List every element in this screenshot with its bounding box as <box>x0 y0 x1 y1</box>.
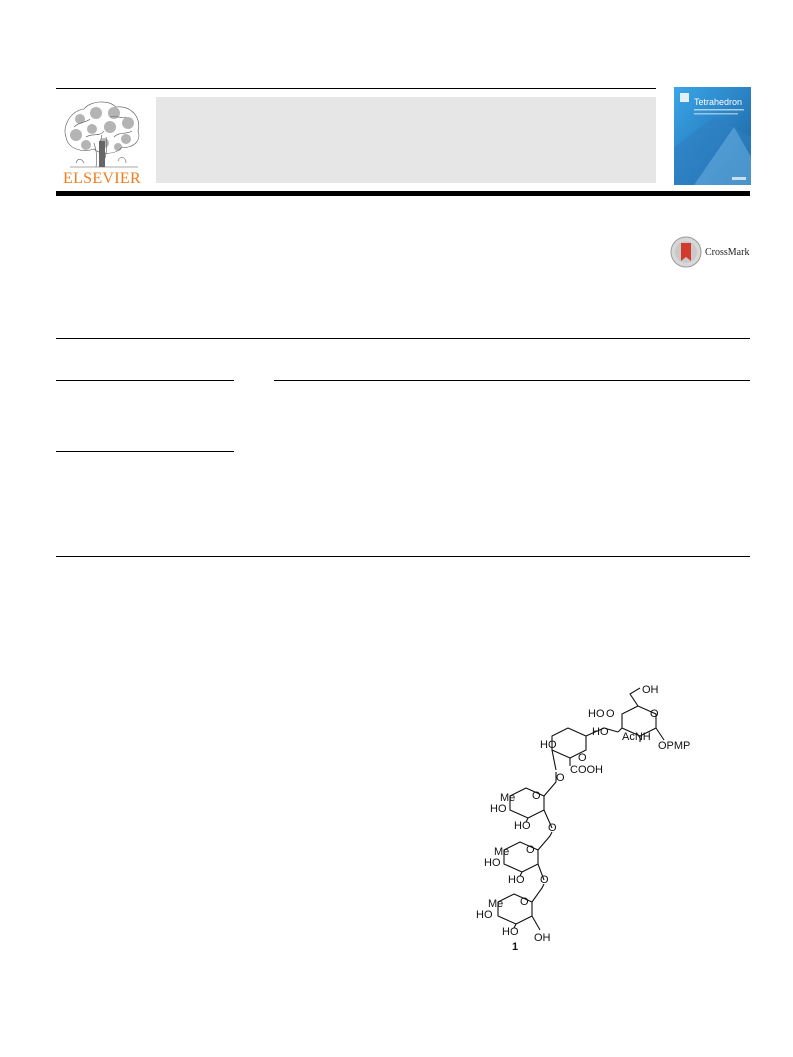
header-top-rule <box>56 88 656 89</box>
label-o-link1: O <box>556 772 565 784</box>
label-o-link3: O <box>540 874 549 886</box>
label-ho-4: HO <box>490 803 507 815</box>
label-me-3: Me <box>488 898 504 910</box>
article-info-top-rule <box>56 338 750 339</box>
label-opmp: OPMP <box>658 740 691 752</box>
label-oh-bottom: OH <box>534 932 551 944</box>
abstract-bottom-rule <box>56 556 750 557</box>
journal-cover-thumbnail[interactable] <box>674 87 751 185</box>
label-me-2: Me <box>494 846 510 858</box>
label-o-ring1: O <box>650 708 659 720</box>
label-o-ring4: O <box>526 844 535 856</box>
label-o-ring3: O <box>532 790 541 802</box>
label-o-ring5: O <box>520 896 529 908</box>
abstract-rule <box>274 380 750 381</box>
journal-header-band <box>156 97 656 183</box>
label-o-ring2: O <box>578 752 587 764</box>
label-ho-2: HO <box>592 726 609 738</box>
label-ho-1: HO <box>588 708 605 720</box>
crossmark-label: CrossMark <box>705 247 750 258</box>
compound-number: 1 <box>512 941 519 953</box>
label-oh-top: OH <box>642 684 659 696</box>
crossmark-icon <box>670 236 702 268</box>
label-o-link2: O <box>548 822 557 834</box>
journal-cover-title: Tetrahedron <box>694 97 743 107</box>
label-me-1: Me <box>500 792 516 804</box>
label-ho-9: HO <box>502 926 519 938</box>
label-ho-3: HO <box>540 739 557 751</box>
chemical-structure-figure <box>470 684 710 954</box>
keywords-rule <box>56 451 234 452</box>
label-acnh: AcNH <box>622 731 651 743</box>
label-ho-6: HO <box>484 857 501 869</box>
article-info-left-rule <box>56 380 234 381</box>
label-ho-7: HO <box>508 874 525 886</box>
label-o-1: O <box>606 708 615 720</box>
crossmark-badge[interactable] <box>670 236 760 268</box>
header-thick-rule <box>56 191 750 196</box>
label-ho-8: HO <box>476 909 493 921</box>
label-ho-5: HO <box>514 820 531 832</box>
label-cooh: COOH <box>570 764 603 776</box>
elsevier-wordmark: ELSEVIER <box>63 170 141 187</box>
